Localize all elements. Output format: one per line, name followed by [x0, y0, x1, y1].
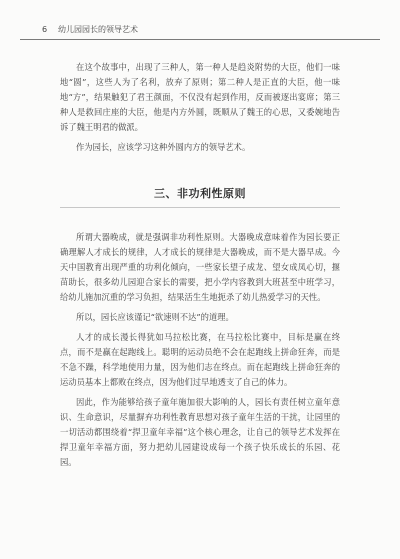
paragraph-childhood: 因此，作为能够给孩子童年施加很大影响的人，园长有责任树立童年意识、生命意识，尽量摒弃功利性教育思想对孩子童年生活的干扰，让园里的一切活动都围绕着“捍卫童年幸福”这个核心理念，让自己的领导艺术发挥在捍卫童年幸福方面，努力把幼儿园建设成每一个孩子快乐成长的乐园、花园。 — [60, 397, 340, 467]
section-heading: 三、非功利性原则 — [154, 187, 246, 200]
paragraph-marathon: 人才的成长漫长得犹如马拉松比赛，在马拉松比赛中，目标是赢在终点，而不是赢在起跑线上。聪明的运动员绝不会在起跑线上拼命狂奔，而是不急不躁，科学地使用力量，因为他们志在终点。而在起跑线上拼命狂奔的运动员基本上都败在终点，因为他们过早地透支了自己的体力。 — [60, 332, 340, 387]
paragraph-principle: 所谓大器晚成，就是强调非功利性原则。大器晚成意味着作为园长要正确理解人才成长的规律，人才成长的规律是大器晚成，而不是大器早成。今天中国教育出现严重的功利化倾向，一些家长望子成龙、望女成凤心切，揠苗助长，很多幼儿园迎合家长的需要，把小学内容教到大班甚至中班学习，给幼儿施加沉重的学习负担，结果活生生地扼杀了幼儿热爱学习的天性。 — [60, 232, 340, 302]
page-number: 6 — [42, 25, 48, 34]
page-header — [20, 24, 380, 42]
paragraph-conclusion: 作为园长，应该学习这种外圆内方的领导艺术。 — [76, 142, 251, 152]
intro-text-block — [60, 60, 340, 155]
header-rule — [20, 39, 380, 40]
running-title: 幼儿园园长的领导艺术 — [58, 25, 138, 34]
section-body — [60, 230, 340, 470]
paragraph-advice: 所以，园长应该谨记“欲速则不达”的道理。 — [76, 312, 234, 322]
paragraph-story-analysis: 在这个故事中，出现了三种人，第一种人是趋炎附势的大臣，他们一味地“圆”，这些人为了名利，放弃了原则；第二种人是正直的大臣，他一味地“方”，结果触犯了君王颜面，不仅没有起到作用，反而被逐出宴席；第三种人是救回庄座的大臣，他是内方外圆，既顺从了魏王的心思，又委婉地告诉了魏王明君的做派。 — [60, 62, 340, 132]
section-divider — [60, 207, 340, 208]
